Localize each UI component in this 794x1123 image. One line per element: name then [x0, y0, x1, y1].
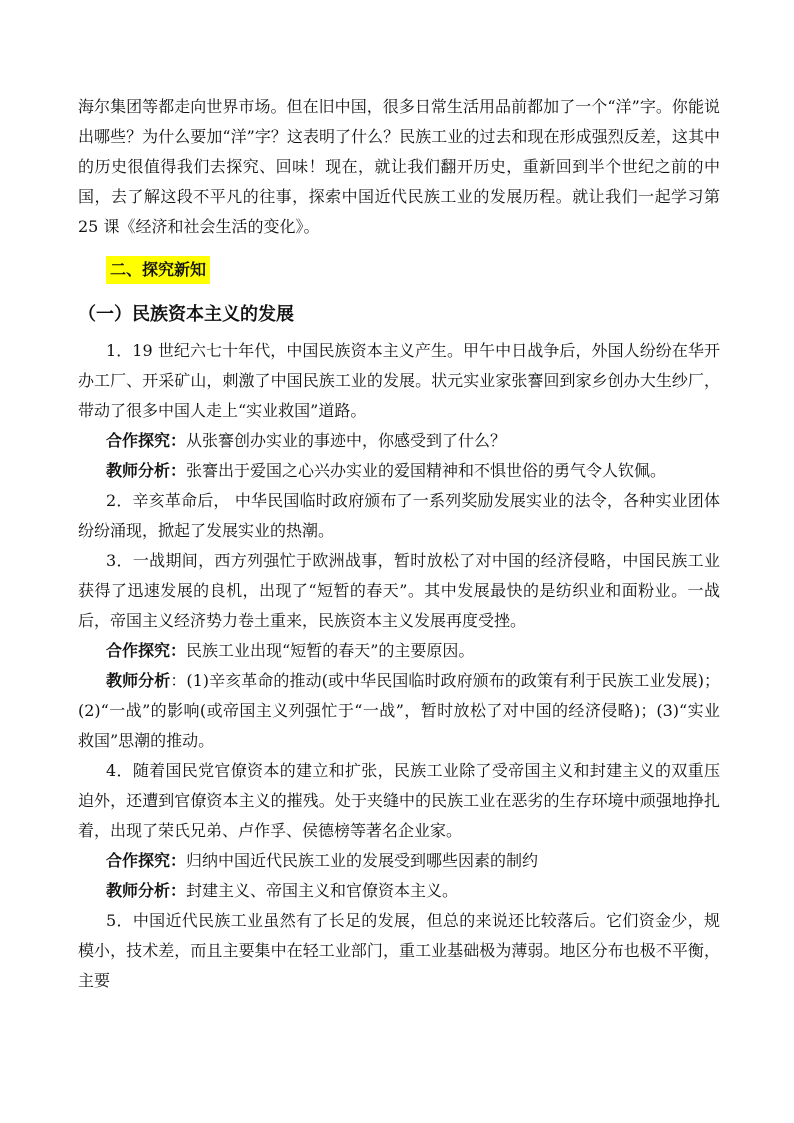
- document-body: [78, 92, 720, 996]
- paragraph-1: 1．19 世纪六七十年代，中国民族资本主义产生。甲午中日战争后，外国人纷纷在华开办工厂、开采矿山，刺激了中国民族工业的发展。状元实业家张謇回到家乡创办大生纱厂，带动了很多中国人走上“实业救国”道路。: [78, 341, 720, 420]
- cooperative-inquiry-2: [78, 636, 720, 666]
- analysis-text: 张謇出于爱国之心兴办实业的爱国精神和不惧世俗的勇气令人钦佩。: [186, 461, 667, 480]
- analysis-text: ：(1)辛亥革命的推动(或中华民国临时政府颁布的政策有利于民族工业发展)；(2)“一战”的影响(或帝国主义列强忙于“一战”，暂时放松了对中国的经济侵略)；(3)“实业救国”思潮的推动。: [78, 671, 720, 750]
- inquiry-text: 归纳中国近代民族工业的发展受到哪些因素的制约: [186, 851, 539, 870]
- teacher-analysis-1: [78, 456, 720, 486]
- paragraph-2: 2．辛亥革命后， 中华民国临时政府颁布了一系列奖励发展实业的法令，各种实业团体纷纷涌现，掀起了发展实业的热潮。: [78, 491, 720, 540]
- analysis-label: 教师分析：: [106, 461, 187, 480]
- inquiry-label: 合作探究：: [106, 641, 187, 660]
- cooperative-inquiry-1: [78, 426, 720, 456]
- paragraph-5: 5．中国近代民族工业虽然有了长足的发展，但总的来说还比较落后。它们资金少，规模小，技术差，而且主要集中在轻工业部门，重工业基础极为薄弱。地区分布也极不平衡，主要: [78, 911, 720, 990]
- cooperative-inquiry-3: [78, 846, 720, 876]
- section-label-row: [78, 256, 720, 284]
- intro-paragraph: 海尔集团等都走向世界市场。但在旧中国，很多日常生活用品前都加了一个“洋”字。你能说出哪些？为什么要加“洋”字？这表明了什么？民族工业的过去和现在形成强烈反差，这其中的历史很值得我们去探究、回味！现在，就让我们翻开历史，重新回到半个世纪之前的中国，去了解这段不平凡的往事，探索中国近代民族工业的发展历程。就让我们一起学习第 25 课《经济和社会生活的变化》。: [78, 97, 720, 236]
- inquiry-label: 合作探究：: [106, 851, 187, 870]
- section-label: 二、探究新知: [106, 256, 210, 284]
- subheading: （一）民族资本主义的发展: [78, 304, 294, 325]
- paragraph-3: 3．一战期间，西方列强忙于欧洲战事，暂时放松了对中国的经济侵略，中国民族工业获得了迅速发展的良机，出现了“短暂的春天”。其中发展最快的是纺织业和面粉业。一战后，帝国主义经济势力卷土重来，民族资本主义发展再度受挫。: [78, 551, 720, 630]
- teacher-analysis-2: [78, 666, 720, 756]
- inquiry-text: 民族工业出现“短暂的春天”的主要原因。: [186, 641, 475, 660]
- teacher-analysis-3: [78, 876, 720, 906]
- analysis-label: 教师分析: [106, 671, 171, 690]
- paragraph-4: 4．随着国民党官僚资本的建立和扩张，民族工业除了受帝国主义和封建主义的双重压迫外，还遭到官僚资本主义的摧残。处于夹缝中的民族工业在恶劣的生存环境中顽强地挣扎着，出现了荣氏兄弟、卢作孚、侯德榜等著名企业家。: [78, 761, 720, 840]
- inquiry-label: 合作探究：: [106, 431, 187, 450]
- analysis-text: 封建主义、帝国主义和官僚资本主义。: [186, 881, 459, 900]
- analysis-label: 教师分析：: [106, 881, 187, 900]
- inquiry-text: 从张謇创办实业的事迹中，你感受到了什么？: [186, 431, 507, 450]
